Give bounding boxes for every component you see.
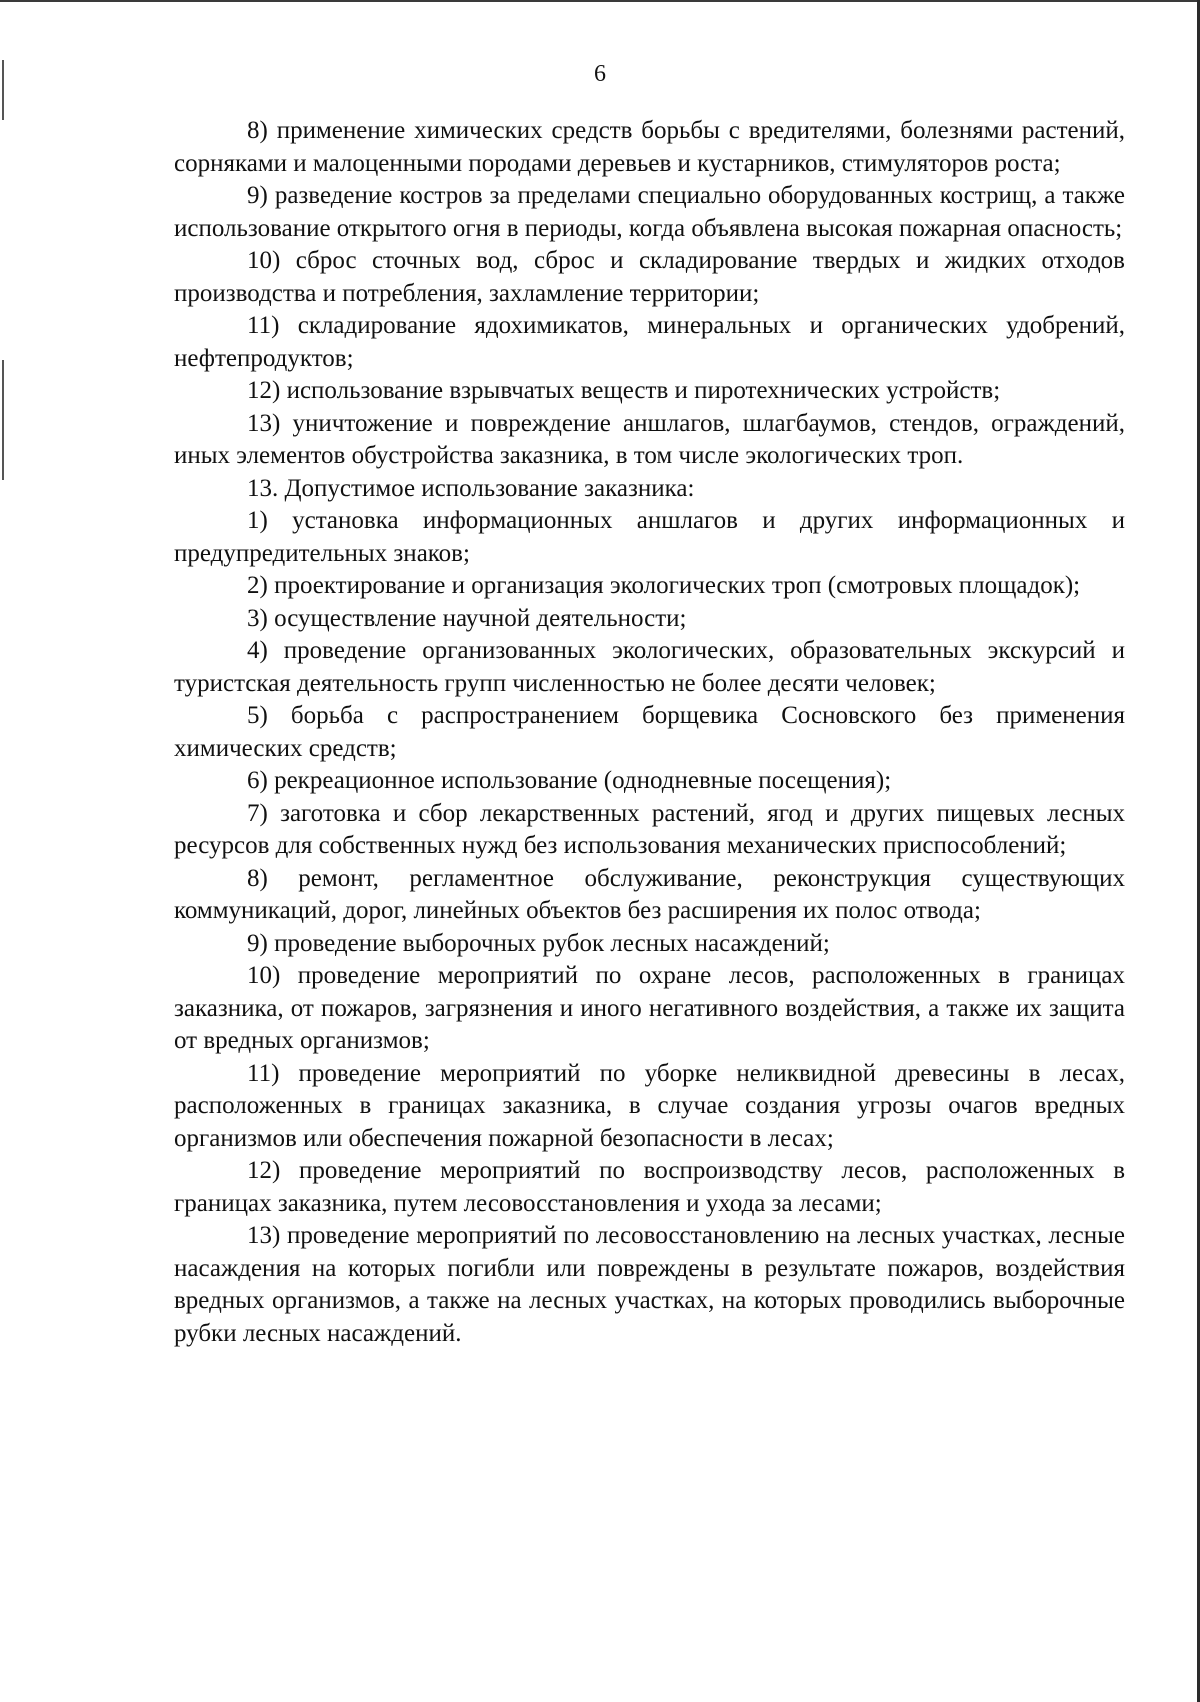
paragraph: 13) уничтожение и повреждение аншлагов, шлагбаумов, стендов, ограждений, иных элементов обустройства заказника, в том числе экологических троп.: [174, 409, 1125, 469]
paragraph: 2) проектирование и организация экологических троп (смотровых площадок);: [247, 572, 1081, 599]
paragraph: 8) ремонт, регламентное обслуживание, реконструкция существующих коммуникаций, дорог, линейных объектов без расширения их полос отвода;: [174, 864, 1125, 924]
paragraph: 11) проведение мероприятий по уборке неликвидной древесины в лесах, расположенных в границах заказника, в случае создания угрозы очагов вредных организмов или обеспечения пожарной безопасности в лесах;: [174, 1059, 1125, 1152]
scan-left-mark: [2, 360, 4, 480]
section-heading: 13. Допустимое использование заказника:: [247, 474, 695, 502]
paragraph: 8) применение химических средств борьбы с вредителями, болезнями растений, сорняками и малоценными породами деревьев и кустарников, стимуляторов роста;: [174, 117, 1125, 177]
scan-top-edge: [0, 0, 1200, 2]
paragraph: 12) использование взрывчатых веществ и пиротехнических устройств;: [247, 377, 1001, 404]
page-number: 6: [594, 61, 606, 87]
paragraph: 10) сброс сточных вод, сброс и складирование твердых и жидких отходов производства и потребления, захламление территории;: [174, 247, 1125, 307]
paragraph: 13) проведение мероприятий по лесовосстановлению на лесных участках, лесные насаждения на которых погибли или повреждены в результате пожаров, воздействия вредных организмов, а также на лесных участках, на которых проводились выборочные рубки лесных насаждений.: [174, 1222, 1125, 1347]
paragraph: 1) установка информационных аншлагов и других информационных и предупредительных знаков;: [174, 507, 1125, 567]
paragraph: 6) рекреационное использование (однодневные посещения);: [247, 767, 892, 794]
paragraph: 7) заготовка и сбор лекарственных растений, ягод и других пищевых лесных ресурсов для собственных нужд без использования механических приспособлений;: [174, 799, 1125, 859]
document-body: [174, 115, 1125, 1350]
paragraph: 11) складирование ядохимикатов, минеральных и органических удобрений, нефтепродуктов;: [174, 312, 1125, 372]
paragraph: 9) проведение выборочных рубок лесных насаждений;: [247, 929, 830, 957]
paragraph: 4) проведение организованных экологических, образовательных экскурсий и туристская деятельность групп численностью не более десяти человек;: [174, 637, 1125, 697]
paragraph: 12) проведение мероприятий по воспроизводству лесов, расположенных в границах заказника, путем лесовосстановления и ухода за лесами;: [174, 1157, 1125, 1217]
paragraph: 9) разведение костров за пределами специально оборудованных кострищ, а также использование открытого огня в периоды, когда объявлена высокая пожарная опасность;: [174, 182, 1125, 242]
paragraph: 5) борьба с распространением борщевика Сосновского без применения химических средств;: [174, 702, 1125, 762]
paragraph: 3) осуществление научной деятельности;: [247, 604, 687, 632]
paragraph: 10) проведение мероприятий по охране лесов, расположенных в границах заказника, от пожаров, загрязнения и иного негативного воздействия, а также их защита от вредных организмов;: [174, 962, 1125, 1054]
